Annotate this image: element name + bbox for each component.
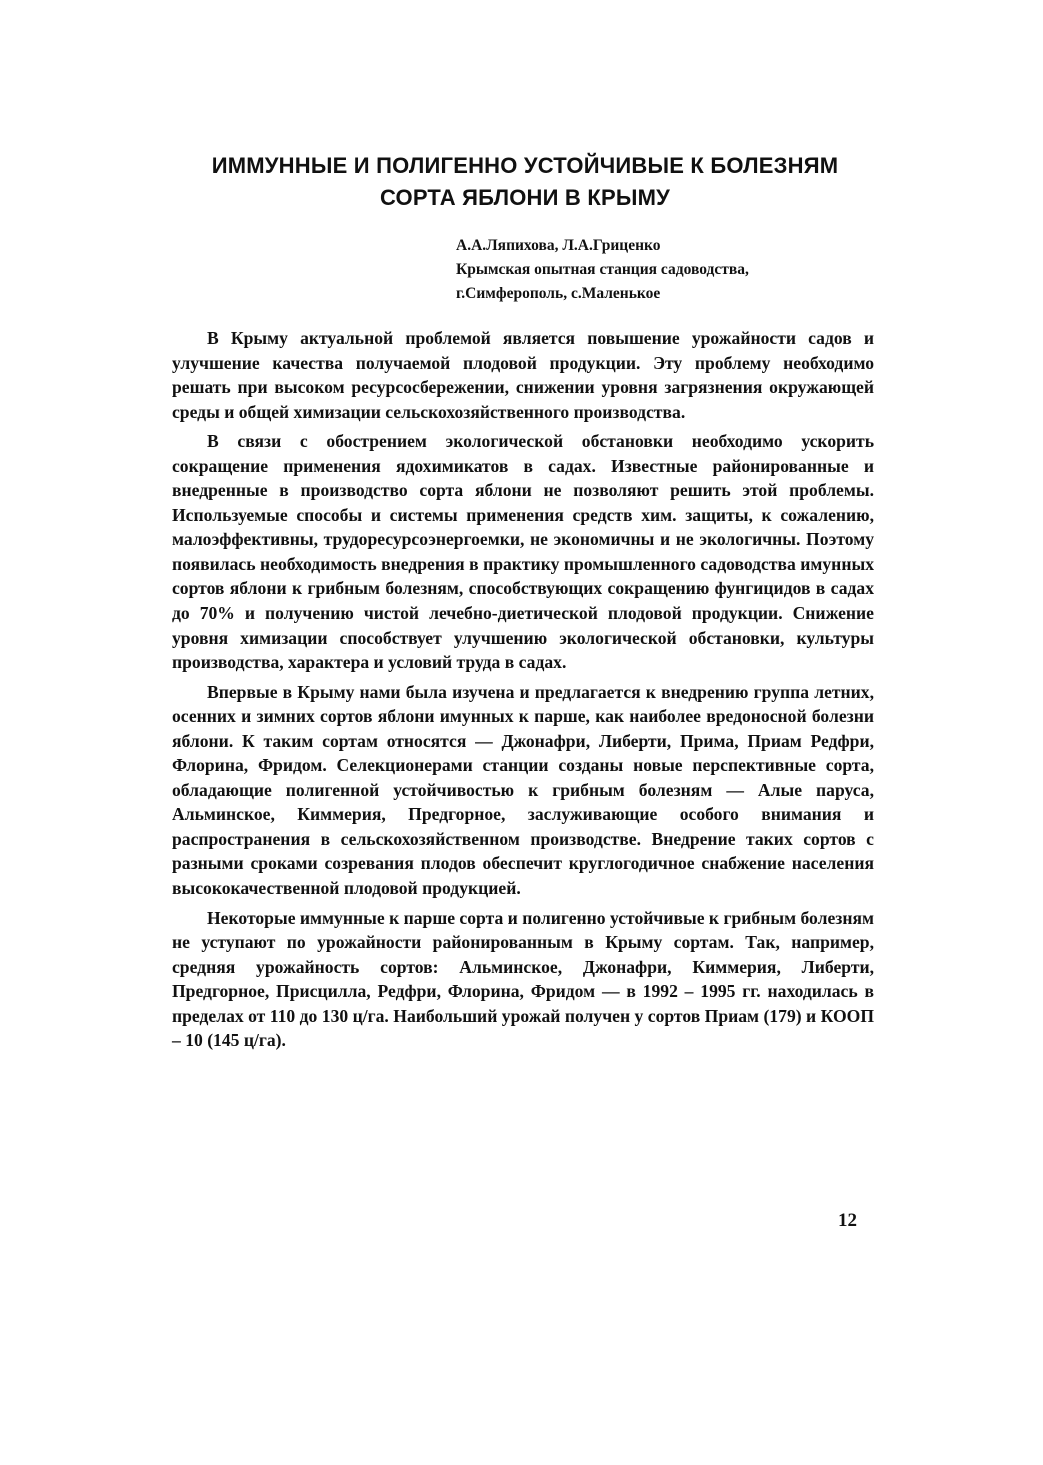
article-title-line-1: ИММУННЫЕ И ПОЛИГЕННО УСТОЙЧИВЫЕ К БОЛЕЗНЯМ — [211, 153, 839, 178]
article-title — [150, 150, 900, 214]
paragraph: В Крыму актуальной проблемой является повышение урожайности садов и улучшение качества получаемой плодовой продукции. Эту проблему необходимо решать при высоком ресурсосбережении, снижении уровня загрязнения окружающей среды и общей химизации сельскохозяйственного производства. — [172, 328, 874, 422]
author-affiliation: Крымская опытная станция садоводства, — [456, 261, 749, 278]
author-block — [456, 234, 896, 306]
page-number: 12 — [838, 1210, 857, 1231]
paragraph: Впервые в Крыму нами была изучена и предлагается к внедрению группа летних, осенних и зимних сортов яблони имунных к парше, как наиболее вредоносной болезни яблони. К таким сортам относятся — Джонафри, Либерти, Прима, Приам Редфри, Флорина, Фридом. Селекционерами станции созданы новые перспективные сорта, обладающие полигенной устойчивостью к грибным болезням — Алые паруса, Альминское, Киммерия, Предгорное, заслуживающие особого внимания и распространения в сельскохозяйственном производстве. Внедрение таких сортов с разными сроками созревания плодов обеспечит круглогодичное снабжение населения высококачественной плодовой продукцией. — [172, 681, 874, 899]
article-title-line-2: СОРТА ЯБЛОНИ В КРЫМУ — [380, 185, 670, 210]
paragraph: Некоторые иммунные к парше сорта и полигенно устойчивые к грибным болезням не уступают по урожайности районированным в Крыму сортам. Так, например, средняя урожайность сортов: Альминское, Джонафри, Киммерия, Либерти, Предгорное, Присцилла, Редфри, Флорина, Фридом — в 1992 – 1995 гг. находилась в пределах от 110 до 130 ц/га. Наибольший урожай получен у сортов Приам (179) и КООП – 10 (145 ц/га). — [172, 907, 874, 1051]
author-location: г.Симферополь, с.Маленькое — [456, 285, 661, 302]
author-names: А.А.Ляпихова, Л.А.Гриценко — [456, 237, 661, 254]
article-body — [172, 326, 874, 1053]
paragraph: В связи с обострением экологической обстановки необходимо ускорить сокращение применения ядохимикатов в садах. Известные районированные и внедренные в производство сорта яблони не позволяют решить этой проблемы. Используемые способы и системы применения средств хим. защиты, к сожалению, малоэффективны, трудоресурсоэнергоемки, не экономичны и не экологичны. Поэтому появилась необходимость внедрения в практику промышленного садоводства имунных сортов яблони к грибным болезням, способствующих сокращению фунгицидов в садах до 70% и получению чистой лечебно-диетической плодовой продукции. Снижение уровня химизации способствует улучшению экологической обстановки, культуры производства, характера и условий труда в садах. — [172, 431, 874, 673]
